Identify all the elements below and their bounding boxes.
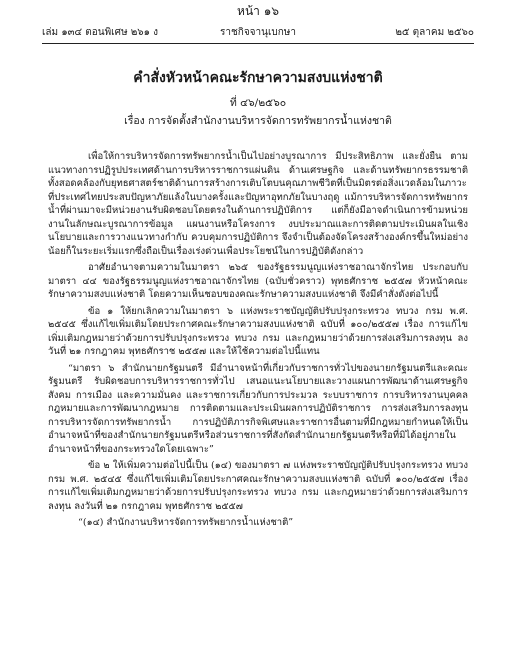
paragraph-preamble: เพื่อให้การบริหารจัดการทรัพยากรน้ำเป็นไปอย่างบูรณาการ มีประสิทธิภาพ และยั่งยืน ตามแนวทางการปฏิรูปประเทศด้านการบริหารราชการแผ่นดิน ด้านเศรษฐกิจ และด้านทรัพยากรธรรมชาติ ทั้งสอดคล้องกับยุทธศาสตร์ชาติด้านการสร้างการเติบโตบนคุณภาพชีวิตที่เป็นมิตรต่อสิ่งแวดล้อมในภาวะที่ประเทศไทยประสบปัญหาภัยแล้งในบางครั้งและปัญหาอุทกภัยในบางฤดู แม้การบริหารจัดการทรัพยากรน้ำที่ผ่านมาจะมีหน่วยงานรับผิดชอบโดยตรงในด้านการปฏิบัติการ แต่ก็ยังมีอาจดำเนินการข้ามหน่วยงานในลักษณะบูรณาการข้อมูล แผนงานหรือโครงการ งบประมาณและการติดตามประเมินผลในเชิงนโยบายและการวางแนวทางกำกับ ควบคุมการปฏิบัติการ จึงจำเป็นต้องจัดโครงสร้างองค์กรขึ้นใหม่อย่างน้อยก็ในระยะเริ่มแรกซึ่งถือเป็นเรื่องเร่งด่วนเพื่อประโยชน์ในการปฏิบัติดังกล่าว	[48, 151, 468, 257]
page-number: หน้า ๑๖	[237, 4, 279, 18]
gazette-name: ราชกิจจานุเบกษา	[219, 27, 297, 38]
paragraph-authority: อาศัยอำนาจตามความในมาตรา ๒๖๕ ของรัฐธรรมนูญแห่งราชอาณาจักรไทย ประกอบกับมาตรา ๔๔ ของรัฐธรรมนูญแห่งราชอาณาจักรไทย (ฉบับชั่วคราว) พุทธศักราช ๒๕๕๗ หัวหน้าคณะรักษาความสงบแห่งชาติ โดยความเห็นชอบของคณะรักษาความสงบแห่งชาติ จึงมีคำสั่งดังต่อไปนี้	[48, 262, 468, 300]
paragraph-section-6-quote: “มาตรา ๖ สำนักนายกรัฐมนตรี มีอำนาจหน้าที่เกี่ยวกับราชการทั่วไปของนายกรัฐมนตรีและคณะรัฐมนตรี รับผิดชอบการบริหารราชการทั่วไป เสนอแนะนโยบายและวางแผนการพัฒนาด้านเศรษฐกิจ สังคม การเมือง และความมั่นคง และราชการเกี่ยวกับการประมวล ระบบราชการ การบริหารงานบุคคล กฎหมายและการพัฒนากฎหมาย การติดตามและประเมินผลการปฏิบัติราชการ การส่งเสริมการลงทุน การบริหารจัดการทรัพยากรน้ำ การปฏิบัติภารกิจพิเศษและราชการอื่นตามที่มีกฎหมายกำหนดให้เป็นอำนาจหน้าที่ของสำนักนายกรัฐมนตรีหรือส่วนราชการที่สังกัดสำนักนายกรัฐมนตรีหรือที่มิได้อยู่ภายในอำนาจหน้าที่ของกระทรวงใดโดยเฉพาะ”	[48, 362, 468, 455]
paragraph-clause-1: ข้อ ๑ ให้ยกเลิกความในมาตรา ๖ แห่งพระราชบัญญัติปรับปรุงกระทรวง ทบวง กรม พ.ศ. ๒๕๔๕ ซึ่งแก้ไขเพิ่มเติมโดยประกาศคณะรักษาความสงบแห่งชาติ ฉบับที่ ๑๐๐/๒๕๕๗ เรื่อง การแก้ไขเพิ่มเติมกฎหมายว่าด้วยการปรับปรุงกระทรวง ทบวง กรม และกฎหมายว่าด้วยการส่งเสริมการลงทุน ลงวันที่ ๒๑ กรกฎาคม พุทธศักราช ๒๕๕๗ และให้ใช้ความต่อไปนี้แทน	[48, 305, 468, 357]
order-number: ที่ ๔๖/๒๕๖๐	[229, 97, 287, 109]
running-header	[42, 26, 474, 40]
document-subject: เรื่อง การจัดตั้งสำนักงานบริหารจัดการทรัพยากรน้ำแห่งชาติ	[124, 115, 392, 127]
paragraph-clause-2: ข้อ ๒ ให้เพิ่มความต่อไปนี้เป็น (๑๔) ของมาตรา ๗ แห่งพระราชบัญญัติปรับปรุงกระทรวง ทบวง กรม พ.ศ. ๒๕๔๕ ซึ่งแก้ไขเพิ่มเติมโดยประกาศคณะรักษาความสงบแห่งชาติ ฉบับที่ ๑๐๐/๒๕๕๗ เรื่อง การแก้ไขเพิ่มเติมกฎหมายว่าด้วยการปรับปรุงกระทรวง ทบวง กรม และกฎหมายว่าด้วยการส่งเสริมการลงทุน ลงวันที่ ๒๑ กรกฎาคม พุทธศักราช ๒๕๕๗	[48, 460, 468, 512]
document-body	[48, 150, 468, 533]
publication-date: ๒๕ ตุลาคม ๒๕๖๐	[395, 27, 474, 38]
volume-info: เล่ม ๑๓๔ ตอนพิเศษ ๒๖๑ ง	[42, 27, 159, 38]
document-title: คำสั่งหัวหน้าคณะรักษาความสงบแห่งชาติ	[133, 70, 383, 86]
header-divider	[42, 43, 474, 44]
paragraph-item-14: “(๑๔) สำนักงานบริหารจัดการทรัพยากรน้ำแห่งชาติ”	[78, 517, 294, 528]
